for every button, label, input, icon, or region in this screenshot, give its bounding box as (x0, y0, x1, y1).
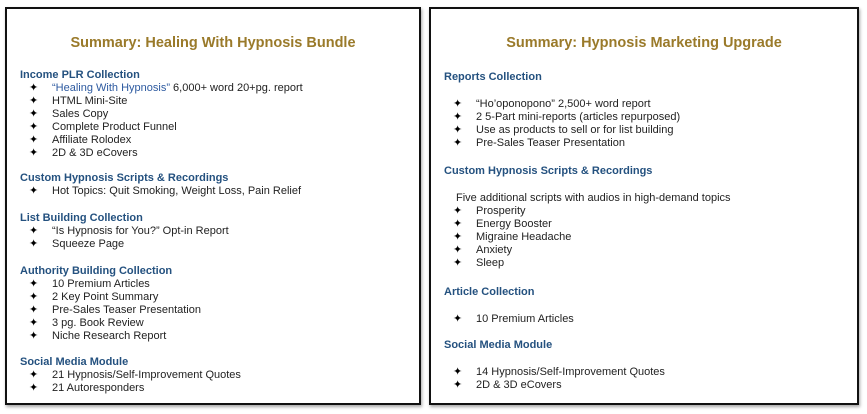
list-item (444, 205, 849, 218)
list-item (444, 231, 849, 244)
list-item (444, 379, 849, 392)
star-bullet-icon: ✦ (453, 366, 463, 378)
list-building-section (20, 212, 411, 251)
item-list (444, 313, 849, 326)
section-heading: Custom Hypnosis Scripts & Recordings (444, 165, 653, 177)
item-list (444, 98, 849, 150)
item-list (20, 225, 411, 251)
item-list (20, 369, 411, 395)
item-label: Migraine Headache (476, 231, 572, 243)
item-label: 2 Key Point Summary (52, 291, 159, 303)
list-item (20, 108, 411, 121)
panel-title: Summary: Hypnosis Marketing Upgrade (506, 35, 782, 51)
item-label: 21 Hypnosis/Self-Improvement Quotes (52, 369, 241, 381)
star-bullet-icon: ✦ (453, 244, 463, 256)
item-label: Pre-Sales Teaser Presentation (52, 304, 201, 316)
section-heading: Reports Collection (444, 71, 542, 83)
star-bullet-icon: ✦ (29, 121, 39, 133)
item-label: Sleep (476, 257, 505, 269)
item-label: “Is Hypnosis for You?” Opt-in Report (52, 225, 229, 237)
item-label: 3 pg. Book Review (52, 317, 144, 329)
list-item (444, 366, 849, 379)
list-item (20, 291, 411, 304)
star-bullet-icon: ✦ (453, 205, 463, 217)
list-item (444, 98, 849, 111)
item-label: Complete Product Funnel (52, 121, 177, 133)
star-bullet-icon: ✦ (29, 382, 39, 394)
list-item (20, 330, 411, 343)
star-bullet-icon: ✦ (453, 231, 463, 243)
section-heading: Social Media Module (20, 356, 129, 368)
list-item (20, 134, 411, 147)
custom-scripts-section (20, 172, 411, 198)
star-bullet-icon: ✦ (29, 278, 39, 290)
marketing-upgrade-summary-panel (429, 7, 859, 405)
item-label: HTML Mini-Site (52, 95, 128, 107)
star-bullet-icon: ✦ (453, 111, 463, 123)
item-label: Pre-Sales Teaser Presentation (476, 137, 625, 149)
item-label: “Ho’oponopono” 2,500+ word report (476, 98, 651, 110)
item-list (444, 366, 849, 392)
item-label: Energy Booster (476, 218, 552, 230)
item-label: Affiliate Rolodex (52, 134, 132, 146)
list-item (20, 225, 411, 238)
panel-title: Summary: Healing With Hypnosis Bundle (70, 35, 356, 51)
social-media-section (20, 356, 411, 395)
star-bullet-icon: ✦ (29, 147, 39, 159)
reports-section (444, 71, 849, 150)
star-bullet-icon: ✦ (453, 257, 463, 269)
social-media-section (444, 339, 849, 392)
star-bullet-icon: ✦ (29, 185, 39, 197)
star-bullet-icon: ✦ (453, 218, 463, 230)
list-item (444, 218, 849, 231)
item-list (20, 82, 411, 160)
item-label: Hot Topics: Quit Smoking, Weight Loss, Pain Relief (52, 185, 302, 197)
item-label: 2D & 3D eCovers (476, 379, 562, 391)
section-heading: Social Media Module (444, 339, 553, 351)
star-bullet-icon: ✦ (453, 124, 463, 136)
star-bullet-icon: ✦ (453, 379, 463, 391)
list-item (444, 111, 849, 124)
section-heading: Income PLR Collection (20, 69, 140, 81)
item-label: 2 5-Part mini-reports (articles repurposed) (476, 111, 681, 123)
list-item (444, 137, 849, 150)
star-bullet-icon: ✦ (29, 291, 39, 303)
list-item (444, 313, 849, 326)
star-bullet-icon: ✦ (29, 108, 39, 120)
star-bullet-icon: ✦ (29, 369, 39, 381)
item-label: Anxiety (476, 244, 513, 256)
star-bullet-icon: ✦ (453, 313, 463, 325)
list-item (20, 147, 411, 160)
list-item (20, 278, 411, 291)
report-description: 6,000+ word 20+pg. report (169, 82, 303, 94)
section-heading: Article Collection (444, 286, 535, 298)
item-label: Squeeze Page (52, 238, 125, 250)
income-plr-section (20, 69, 411, 160)
list-item (20, 317, 411, 330)
star-bullet-icon: ✦ (29, 95, 39, 107)
custom-scripts-section (444, 165, 849, 270)
section-heading: Custom Hypnosis Scripts & Recordings (20, 172, 229, 184)
scripts-intro: Five additional scripts with audios in high-demand topics (456, 192, 731, 204)
list-item (20, 121, 411, 134)
list-item (20, 382, 411, 395)
item-label: Sales Copy (52, 108, 109, 120)
star-bullet-icon: ✦ (29, 225, 39, 237)
list-item (20, 95, 411, 108)
list-item (444, 244, 849, 257)
list-item (20, 185, 411, 198)
report-title: “Healing With Hypnosis” (52, 82, 170, 94)
list-item (20, 238, 411, 251)
item-label: Prosperity (476, 205, 526, 217)
star-bullet-icon: ✦ (29, 238, 39, 250)
article-collection-section (444, 286, 849, 326)
healing-bundle-summary-panel (5, 7, 421, 405)
section-heading: List Building Collection (20, 212, 143, 224)
authority-building-section (20, 265, 411, 343)
list-item (444, 124, 849, 137)
item-label: 14 Hypnosis/Self-Improvement Quotes (476, 366, 665, 378)
item-list (20, 185, 411, 198)
list-item (20, 82, 411, 95)
star-bullet-icon: ✦ (29, 304, 39, 316)
item-label: Use as products to sell or for list building (476, 124, 674, 136)
item-label: 2D & 3D eCovers (52, 147, 138, 159)
star-bullet-icon: ✦ (29, 330, 39, 342)
list-item (20, 304, 411, 317)
item-list (444, 205, 849, 270)
star-bullet-icon: ✦ (29, 82, 39, 94)
star-bullet-icon: ✦ (29, 134, 39, 146)
item-label: 21 Autoresponders (52, 382, 145, 394)
star-bullet-icon: ✦ (29, 317, 39, 329)
item-list (20, 278, 411, 343)
item-label: 10 Premium Articles (52, 278, 150, 290)
item-label: Niche Research Report (52, 330, 167, 342)
star-bullet-icon: ✦ (453, 98, 463, 110)
list-item (444, 257, 849, 270)
list-item (20, 369, 411, 382)
star-bullet-icon: ✦ (453, 137, 463, 149)
item-label: 10 Premium Articles (476, 313, 574, 325)
section-heading: Authority Building Collection (20, 265, 173, 277)
